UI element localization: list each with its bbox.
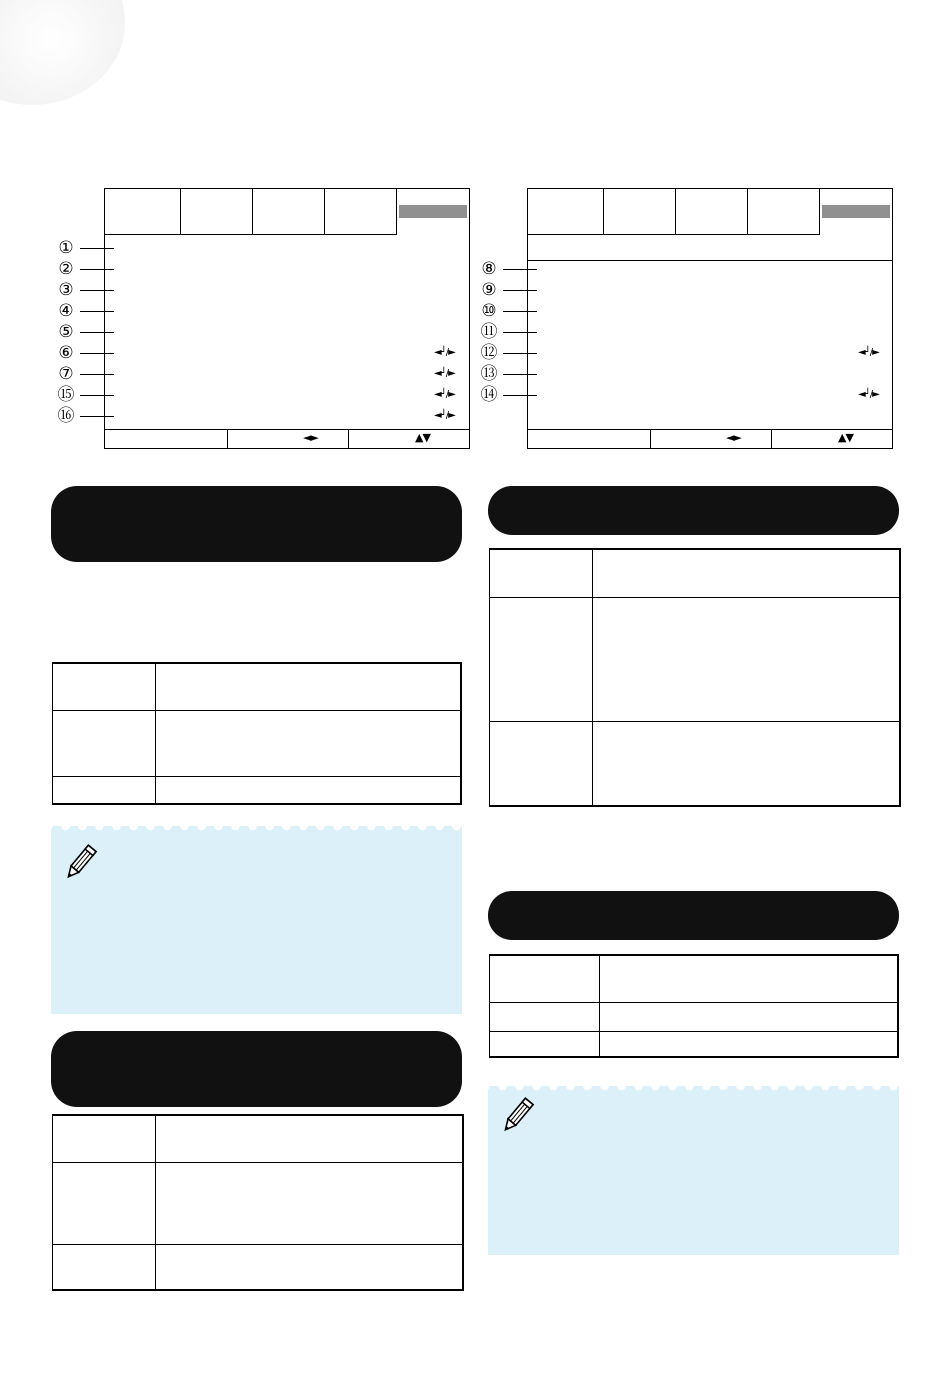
enter-right-arrow-icon: ◄┘/► xyxy=(858,347,879,358)
menu-tab-3 xyxy=(253,189,325,235)
enter-right-arrow-icon: ◄┘/► xyxy=(434,410,455,421)
table-row xyxy=(52,664,462,711)
section-header-4 xyxy=(51,1031,462,1107)
pencil-icon xyxy=(60,843,100,883)
note-box-left xyxy=(51,826,462,1014)
menu-tab-1 xyxy=(528,189,604,235)
callout-10: ⑩ xyxy=(481,301,497,321)
callout-4: ④ xyxy=(58,301,74,321)
callout-15: ⑮ xyxy=(57,385,75,405)
callout-6: ⑥ xyxy=(58,343,74,363)
settings-table-3 xyxy=(489,954,899,1058)
table-row xyxy=(489,1003,899,1032)
menu-footer-left xyxy=(104,429,470,449)
menu-screen-left xyxy=(104,188,470,449)
enter-right-arrow-icon: ◄┘/► xyxy=(434,368,455,379)
callout-8: ⑧ xyxy=(481,259,497,279)
left-right-arrows-icon: ◄► xyxy=(726,431,741,444)
menu-tab-selected xyxy=(399,205,467,218)
table-row xyxy=(489,722,901,807)
menu-footer-right xyxy=(527,429,893,449)
callout-12: ⑫ xyxy=(480,343,498,363)
table-row xyxy=(52,1116,464,1163)
table-row xyxy=(489,956,899,1003)
enter-right-arrow-icon: ◄┘/► xyxy=(434,389,455,400)
callout-9: ⑨ xyxy=(481,280,497,300)
section-header-2 xyxy=(488,486,899,535)
table-row xyxy=(489,550,901,598)
table-row xyxy=(489,1032,899,1058)
settings-table-1 xyxy=(52,662,462,805)
enter-right-arrow-icon: ◄┘/► xyxy=(858,389,879,400)
menu-tab-2 xyxy=(181,189,253,235)
menu-tab-2 xyxy=(604,189,676,235)
menu-tab-4 xyxy=(748,189,820,235)
menu-tab-1 xyxy=(105,189,181,235)
callout-7: ⑦ xyxy=(58,364,74,384)
left-right-arrows-icon: ◄► xyxy=(303,431,318,444)
table-row xyxy=(52,1163,464,1245)
callout-3: ③ xyxy=(58,280,74,300)
callout-1: ① xyxy=(58,238,74,258)
table-row xyxy=(52,1245,464,1291)
menu-tab-selected xyxy=(822,205,890,218)
table-row xyxy=(52,777,462,805)
enter-right-arrow-icon: ◄┘/► xyxy=(434,347,455,358)
callout-14: ⑭ xyxy=(480,385,498,405)
menu-screen-right xyxy=(527,188,893,449)
callout-16: ⑯ xyxy=(57,406,75,426)
pencil-icon xyxy=(497,1096,537,1136)
up-down-arrows-icon: ▲▼ xyxy=(415,431,430,444)
settings-table-4 xyxy=(52,1114,464,1291)
section-header-3 xyxy=(488,891,899,940)
menu-tab-4 xyxy=(325,189,397,235)
corner-decoration xyxy=(0,0,125,105)
callout-13: ⑬ xyxy=(480,364,498,384)
callout-2: ② xyxy=(58,259,74,279)
table-row xyxy=(489,598,901,722)
settings-table-2 xyxy=(489,548,901,807)
up-down-arrows-icon: ▲▼ xyxy=(838,431,853,444)
callout-5: ⑤ xyxy=(58,322,74,342)
section-header-1 xyxy=(51,486,462,562)
menu-subheader-divider xyxy=(528,260,892,261)
menu-tab-3 xyxy=(676,189,748,235)
callout-11: ⑪ xyxy=(480,322,498,342)
note-box-right xyxy=(488,1086,899,1255)
table-row xyxy=(52,711,462,777)
